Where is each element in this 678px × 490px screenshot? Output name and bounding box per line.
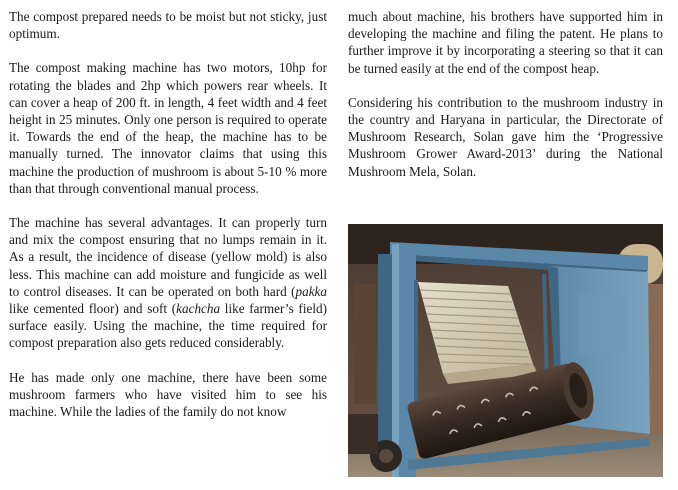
paragraph-family-support: much about machine, his brothers have supported him in developing the machine and filing the patent. He plans to further improve it by incorporating a steering so that it can be turned easily at the end of the compost heap. (348, 9, 663, 76)
paragraph-machine-specs: The compost making machine has two motors, 10hp for rotating the blades and 2hp which powers rear wheels. It can cover a heap of 200 ft. in length, 4 feet width and 4 feet height in 25 minutes. Only one person is required to operate it. Towards the end of the heap, the machine has to be manually turned. The innovator claims that using this machine the production of mushroom is about 5-10 % more than that through conventional manual process. (9, 60, 327, 196)
paragraph-award: Considering his contribution to the mushroom industry in the country and Haryana in particular, the Directorate of Mushroom Research, Solan gave him the ‘Progressive Mushroom Grower Award-2013’ during the National Mushroom Mela, Solan. (348, 94, 663, 179)
compost-machine-photo (348, 224, 663, 477)
text-segment: like cemented floor) and soft ( (9, 301, 177, 317)
paragraph-compost-moisture: The compost prepared needs to be moist but not sticky, just optimum. (9, 9, 327, 42)
term-pakka: pakka (295, 283, 327, 299)
text-segment: like farmer’s field) surface easily. Using the machine, the time required for compost preparation also gets reduced considerably. (9, 301, 327, 351)
term-kachcha: kachcha (176, 301, 221, 317)
paragraph-machine-advantages (9, 214, 327, 352)
paragraph-visitors: He has made only one machine, there have been some mushroom farmers who have visited him to see his machine. While the ladies of the family do not know (9, 369, 327, 420)
left-column (9, 8, 327, 420)
right-column (348, 8, 663, 180)
compost-machine-illustration (348, 224, 663, 477)
text-segment: The machine has several advantages. It can properly turn and mix the compost ensuring that no lumps remain in it. As a result, the incidence of disease (yellow mold) is also less. This machine can add moisture and fungicide as well to control diseases. It can be operated on both hard ( (9, 215, 327, 299)
